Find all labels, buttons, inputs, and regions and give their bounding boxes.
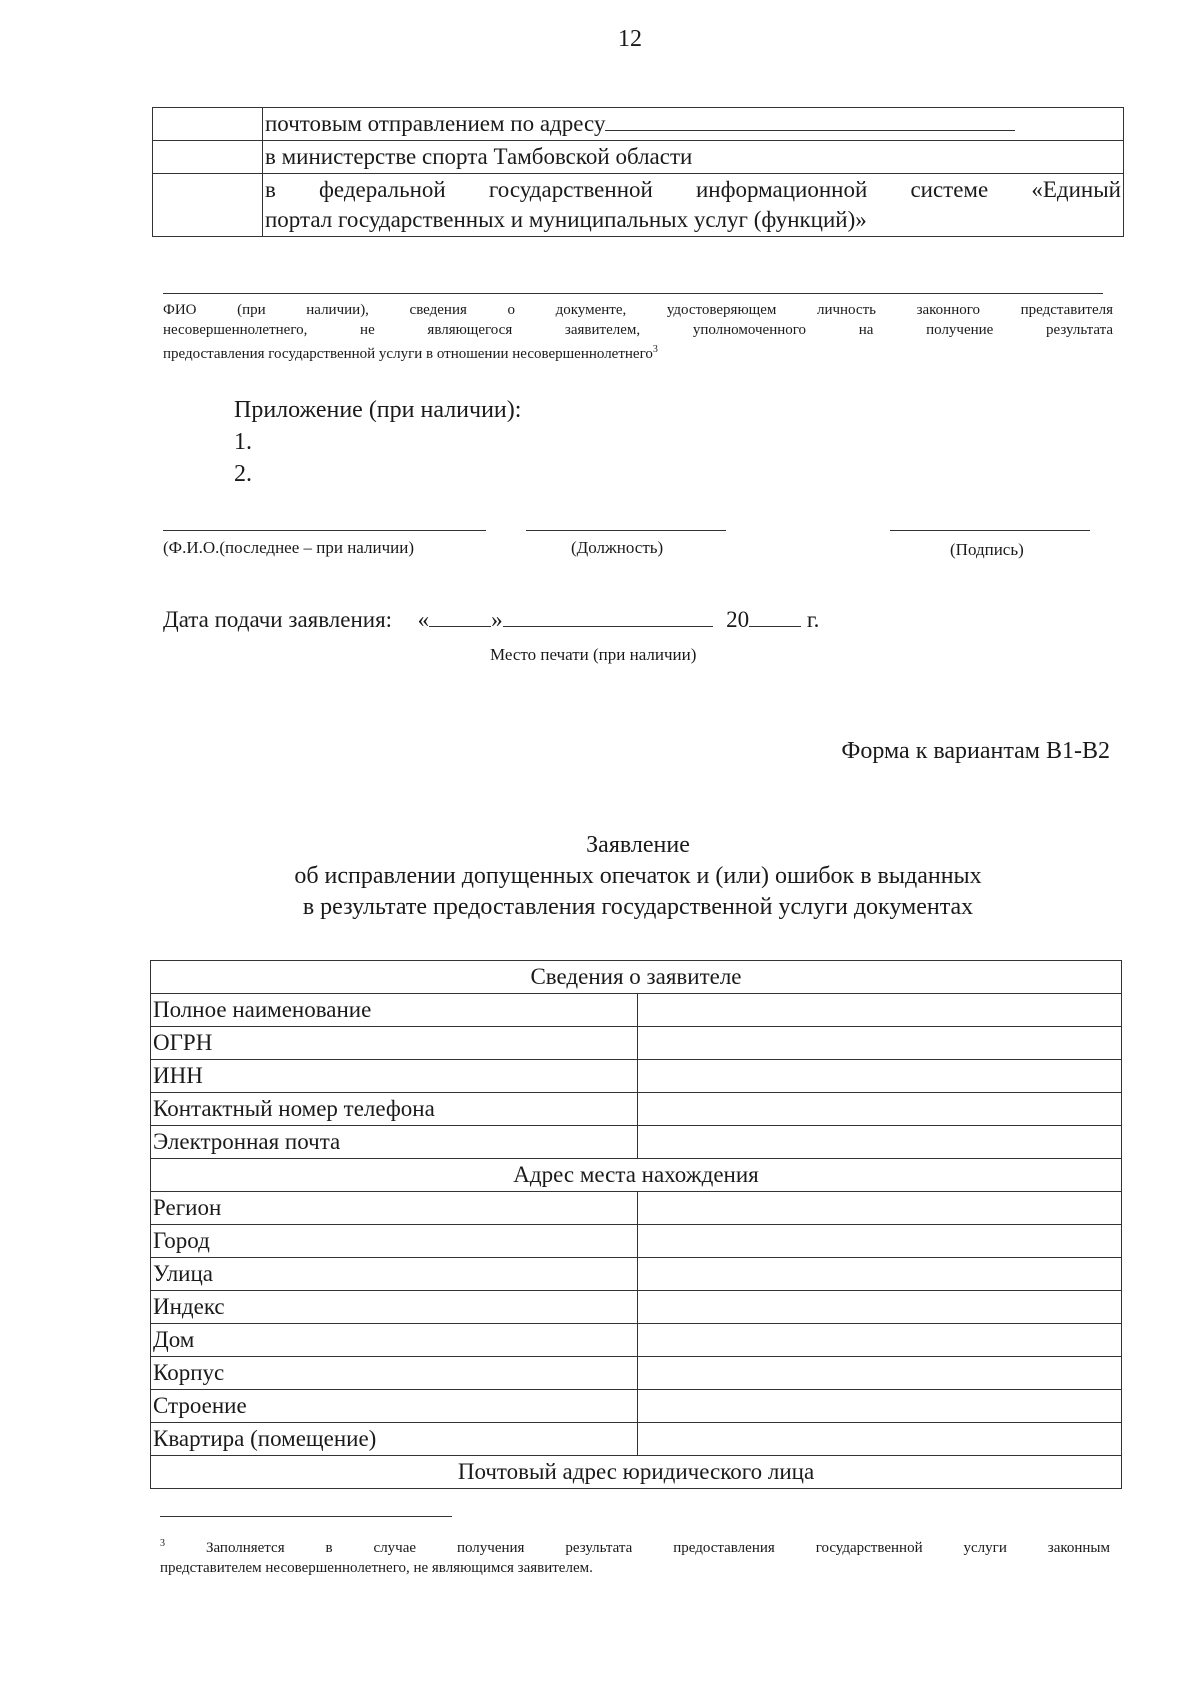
table-row [151, 994, 1122, 1027]
attachments [234, 394, 521, 490]
attachments-title: Приложение (при наличии): [234, 397, 522, 423]
applicant-table [150, 960, 1122, 1489]
field-label: ОГРН [151, 1027, 638, 1060]
attachment-item: 2. [234, 461, 252, 487]
address-blank[interactable] [605, 110, 1015, 131]
position-label: (Должность) [571, 538, 664, 557]
field-label: Полное наименование [151, 994, 638, 1027]
table-row [151, 1192, 1122, 1225]
page-number: 12 [618, 26, 642, 52]
table-row [151, 1390, 1122, 1423]
field-value[interactable] [638, 1324, 1122, 1357]
date-label: Дата подачи заявления: [163, 607, 393, 632]
field-value[interactable] [638, 1258, 1122, 1291]
field-value[interactable] [638, 1291, 1122, 1324]
year-blank[interactable] [749, 608, 801, 627]
position-signature-line[interactable] [526, 530, 726, 531]
attachment-item: 1. [234, 429, 252, 455]
field-value[interactable] [638, 1060, 1122, 1093]
footnote [160, 1534, 1110, 1578]
table-row [151, 1258, 1122, 1291]
field-value[interactable] [638, 1126, 1122, 1159]
note-line: несовершеннолетнего, не являющегося заявителем, уполномоченного на получение результата [163, 322, 1113, 338]
delivery-options-table [152, 107, 1124, 237]
field-label: Улица [151, 1258, 638, 1291]
field-label: Регион [151, 1192, 638, 1225]
table-row [151, 1324, 1122, 1357]
option-text-line: в федеральной государственной информационной системе «Единый [265, 177, 1121, 202]
table-row [151, 1093, 1122, 1126]
field-value[interactable] [638, 1357, 1122, 1390]
month-blank[interactable] [503, 608, 713, 627]
field-label: Контактный номер телефона [151, 1093, 638, 1126]
table-row [151, 1060, 1122, 1093]
delivery-option-ministry: в министерстве спорта Тамбовской области [263, 141, 1124, 174]
year-suffix: г. [806, 607, 820, 632]
footnote-rule [160, 1516, 452, 1517]
representative-note [163, 300, 1113, 364]
option-text-line: портал государственных и муниципальных услуг (функций)» [265, 207, 867, 232]
representative-fill-line[interactable] [163, 293, 1103, 294]
field-label: Город [151, 1225, 638, 1258]
checkbox-cell[interactable] [153, 174, 263, 237]
day-blank[interactable] [429, 608, 491, 627]
table-row [151, 1225, 1122, 1258]
field-label: Корпус [151, 1357, 638, 1390]
field-label: ИНН [151, 1060, 638, 1093]
table-row [151, 1357, 1122, 1390]
section-header: Сведения о заявителе [151, 961, 1122, 994]
heading-line: об исправлении допущенных опечаток и (или) ошибок в выданных [294, 863, 982, 889]
footnote-line: представителем несовершеннолетнего, не являющимся заявителем. [160, 1560, 593, 1576]
table-row [153, 108, 1124, 141]
field-value[interactable] [638, 994, 1122, 1027]
field-label: Электронная почта [151, 1126, 638, 1159]
section-header: Адрес места нахождения [151, 1159, 1122, 1192]
delivery-option-mail [263, 108, 1124, 141]
option-text: почтовым отправлением по адресу [265, 111, 606, 136]
table-row [151, 1126, 1122, 1159]
field-value[interactable] [638, 1423, 1122, 1456]
heading-line: в результате предоставления государственной услуги документах [302, 894, 974, 920]
section-row [151, 961, 1122, 994]
checkbox-cell[interactable] [153, 141, 263, 174]
note-line: ФИО (при наличии), сведения о документе, удостоверяющем личность законного представителя [163, 302, 1113, 318]
signature-line[interactable] [890, 530, 1090, 531]
field-label: Квартира (помещение) [151, 1423, 638, 1456]
document-heading [152, 830, 1124, 923]
signature-label: (Подпись) [950, 540, 1024, 559]
note-line: предоставления государственной услуги в отношении несовершеннолетнего$^3$ [163, 344, 658, 362]
year-prefix: 20 [726, 607, 750, 632]
table-row [151, 1291, 1122, 1324]
footnote-marker: 3 [160, 1538, 165, 1549]
field-label: Строение [151, 1390, 638, 1423]
close-quote: » [491, 607, 503, 632]
footnote-ref: 3 [652, 344, 658, 355]
checkbox-cell[interactable] [153, 108, 263, 141]
section-header: Почтовый адрес юридического лица [151, 1456, 1122, 1489]
footnote-line: $^3$ Заполняется в случае получения результата предоставления государственной услуги законным [160, 1538, 1111, 1556]
field-value[interactable] [638, 1192, 1122, 1225]
fio-signature-line[interactable] [163, 530, 486, 531]
field-value[interactable] [638, 1225, 1122, 1258]
heading-line: Заявление [586, 832, 690, 858]
table-row [151, 1423, 1122, 1456]
table-row [153, 174, 1124, 237]
section-row [151, 1159, 1122, 1192]
form-variant: Форма к вариантам В1-В2 [841, 738, 1110, 764]
table-row [151, 1027, 1122, 1060]
delivery-option-portal [263, 174, 1124, 237]
field-value[interactable] [638, 1390, 1122, 1423]
field-value[interactable] [638, 1027, 1122, 1060]
field-label: Дом [151, 1324, 638, 1357]
field-value[interactable] [638, 1093, 1122, 1126]
stamp-label: Место печати (при наличии) [490, 645, 697, 664]
section-row [151, 1456, 1122, 1489]
submission-date [163, 607, 819, 633]
field-label: Индекс [151, 1291, 638, 1324]
fio-label: (Ф.И.О.(последнее – при наличии) [163, 538, 414, 557]
open-quote: « [417, 607, 430, 632]
table-row [153, 141, 1124, 174]
